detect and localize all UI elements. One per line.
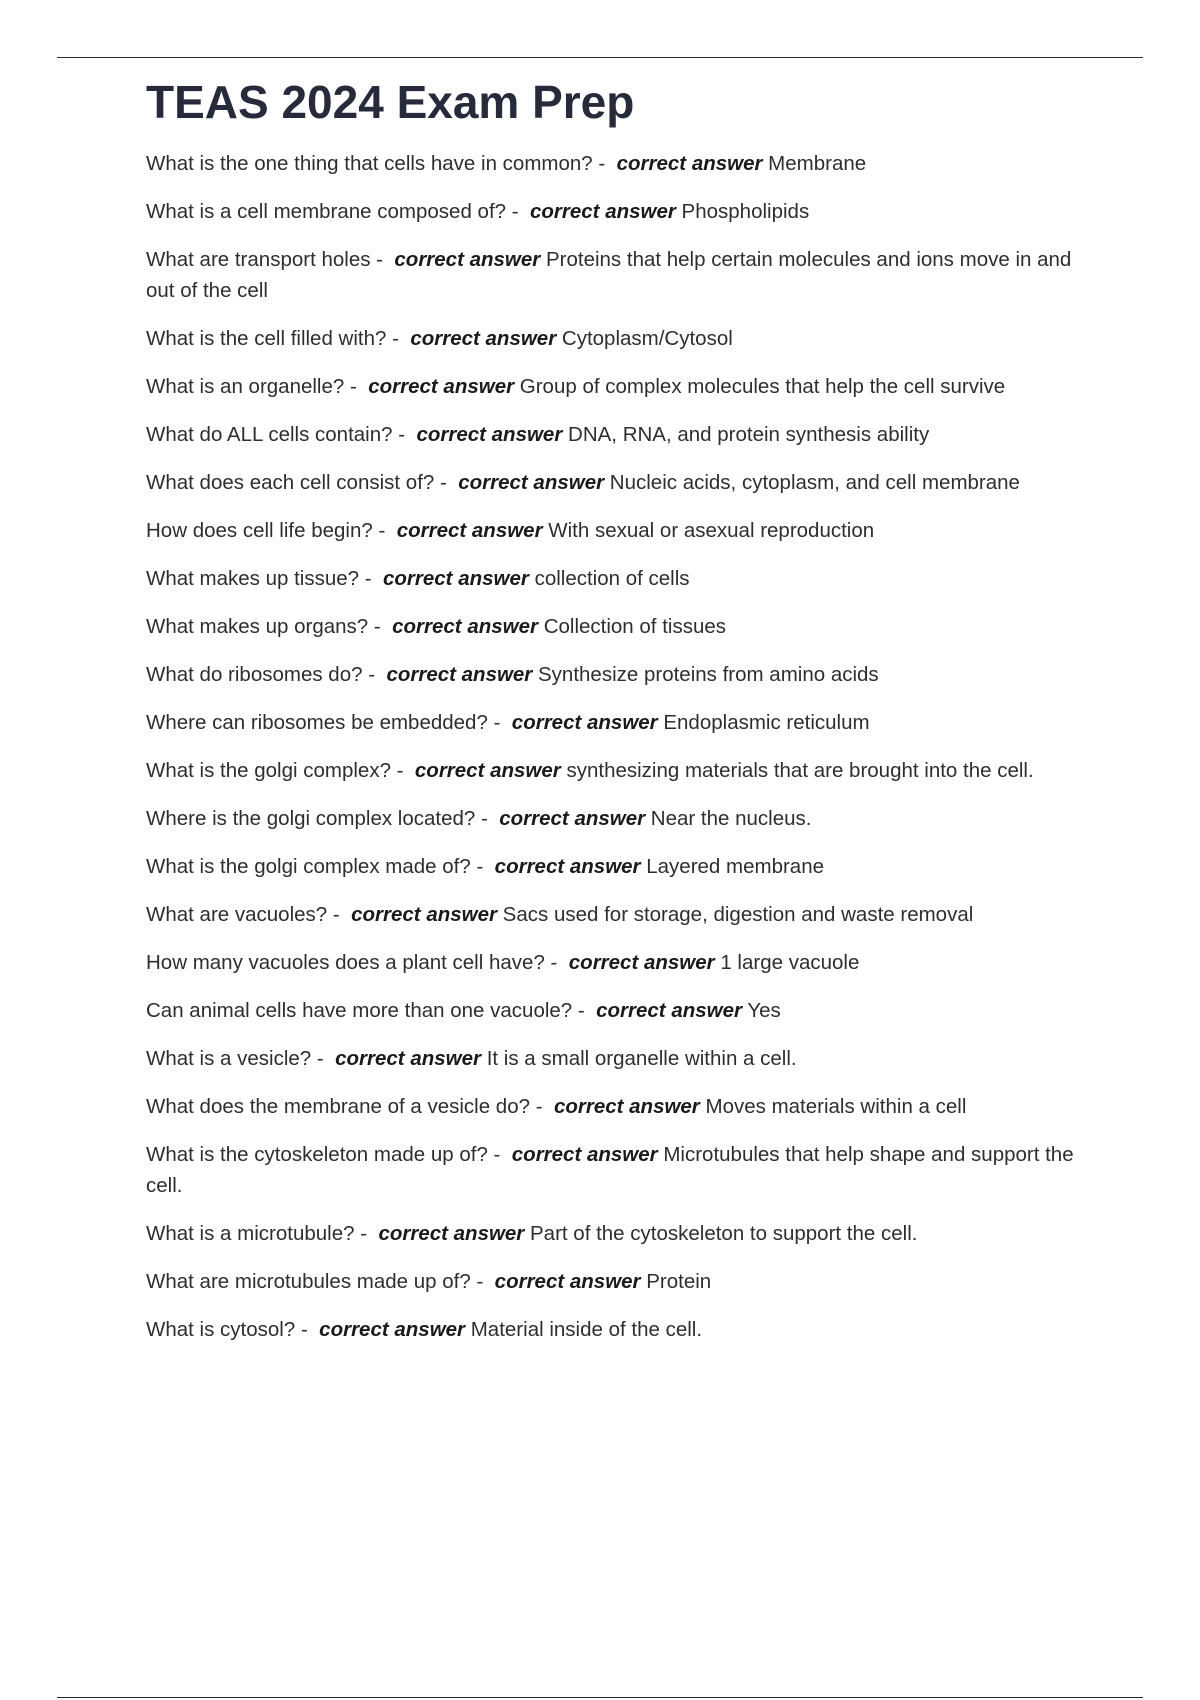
answer-text: Layered membrane [646,855,824,878]
answer-text: Group of complex molecules that help the cell survive [519,375,1006,398]
separator: - [487,1143,507,1166]
answer-label: correct answer [394,248,541,271]
separator: - [370,248,389,271]
answer-label: correct answer [596,999,742,1022]
answer-text: Collection of tissues [543,615,726,638]
answer-label: correct answer [410,327,557,350]
qa-item [146,1266,1076,1297]
page-title: TEAS 2024 Exam Prep [146,76,635,128]
answer-label: correct answer [396,519,543,542]
qa-item [146,563,1076,594]
qa-item [146,323,1076,354]
qa-item [146,611,1076,642]
answer-text: synthesizing materials that are brought into the cell. [566,759,1034,782]
answer-text: It is a small organelle within a cell. [486,1047,797,1070]
answer-text: Cytoplasm/Cytosol [561,327,733,350]
separator: - [359,567,378,590]
question-text: Where can ribosomes be embedded? [146,711,488,734]
answer-label: correct answer [529,200,676,223]
answer-label: correct answer [368,375,515,398]
separator: - [362,663,381,686]
answer-label: correct answer [383,567,529,590]
bottom-rule [57,1697,1143,1698]
question-text: What makes up organs? [146,615,369,638]
answer-text: Membrane [768,152,867,175]
answer-text: 1 large vacuole [720,951,860,974]
answer-text: Endoplasmic reticulum [663,711,870,734]
separator: - [392,423,411,446]
question-text: What is the cytoskeleton made up of? [146,1143,488,1166]
separator: - [368,615,387,638]
question-text: What are vacuoles? [146,903,328,926]
separator: - [530,1095,549,1118]
question-text: What do ribosomes do? [146,663,363,686]
answer-text: Microtubules that help shape and support the cell. [146,1143,1074,1197]
separator: - [470,855,489,878]
answer-text: With sexual or asexual reproduction [548,519,875,542]
qa-item [146,995,1076,1026]
answer-text: Sacs used for storage, digestion and waste removal [502,903,974,926]
qa-item [146,515,1076,546]
answer-label: correct answer [319,1318,466,1341]
separator: - [354,1222,373,1245]
question-text: What is the golgi complex? [146,759,391,782]
separator: - [311,1047,330,1070]
question-text: What does each cell consist of? [146,471,435,494]
answer-label: correct answer [499,807,646,830]
question-text: What is the golgi complex made of? [146,855,471,878]
answer-text: Moves materials within a cell [705,1095,967,1118]
answer-text: Proteins that help certain molecules and ions move in and out of the cell [146,248,1072,302]
top-rule [57,57,1143,58]
answer-label: correct answer [494,1270,641,1293]
qa-item [146,851,1076,882]
question-text: What is a vesicle? [146,1047,312,1070]
separator: - [344,375,363,398]
separator: - [327,903,346,926]
answer-text: collection of cells [534,567,690,590]
separator: - [572,999,591,1022]
answer-label: correct answer [511,711,658,734]
qa-item [146,1091,1076,1122]
qa-item [146,1043,1076,1074]
answer-label: correct answer [378,1222,525,1245]
answer-label: correct answer [351,903,497,926]
answer-label: correct answer [553,1095,700,1118]
question-text: What does the membrane of a vesicle do? [146,1095,531,1118]
qa-item [146,244,1076,306]
separator: - [390,759,410,782]
qa-item [146,196,1076,227]
qa-item [146,467,1076,498]
qa-item [146,1218,1076,1249]
separator: - [386,327,405,350]
qa-item [146,1139,1076,1201]
page-content [146,70,1076,1362]
question-text: What is a microtubule? [146,1222,355,1245]
question-text: What is a cell membrane composed of? [146,200,507,223]
qa-item [146,659,1076,690]
qa-item [146,707,1076,738]
answer-text: DNA, RNA, and protein synthesis ability [568,423,930,446]
question-text: How does cell life begin? [146,519,373,542]
answer-label: correct answer [568,951,715,974]
answer-label: correct answer [511,1143,658,1166]
answer-label: correct answer [386,663,533,686]
qa-item [146,148,1076,179]
question-text: What are transport holes [146,248,371,271]
question-text: What is an organelle? [146,375,345,398]
answer-label: correct answer [414,759,561,782]
qa-list [146,148,1076,1345]
question-text: What is the one thing that cells have in common? [146,152,593,175]
qa-item [146,755,1076,786]
qa-item [146,803,1076,834]
answer-text: Material inside of the cell. [470,1318,703,1341]
separator: - [434,471,453,494]
qa-item [146,419,1076,450]
question-text: What is the cell filled with? [146,327,387,350]
answer-text: Near the nucleus. [650,807,812,830]
separator: - [592,152,611,175]
question-text: What are microtubules made up of? [146,1270,471,1293]
question-text: What makes up tissue? [146,567,360,590]
question-text: Can animal cells have more than one vacuole? [146,999,573,1022]
qa-item [146,899,1076,930]
qa-item [146,1314,1076,1345]
separator: - [470,1270,489,1293]
answer-text: Protein [646,1270,712,1293]
answer-label: correct answer [616,152,763,175]
answer-text: Part of the cytoskeleton to support the cell. [530,1222,918,1245]
question-text: What do ALL cells contain? [146,423,393,446]
answer-label: correct answer [416,423,563,446]
answer-label: correct answer [335,1047,481,1070]
separator: - [372,519,391,542]
separator: - [544,951,564,974]
qa-item [146,947,1076,978]
question-text: Where is the golgi complex located? [146,807,476,830]
question-text: How many vacuoles does a plant cell have? [146,951,545,974]
separator: - [506,200,525,223]
answer-text: Nucleic acids, cytoplasm, and cell membrane [609,471,1020,494]
answer-text: Synthesize proteins from amino acids [538,663,879,686]
answer-text: Phospholipids [681,200,810,223]
qa-item [146,371,1076,402]
question-text: What is cytosol? [146,1318,296,1341]
answer-label: correct answer [494,855,641,878]
answer-text: Yes [747,999,781,1022]
separator: - [487,711,507,734]
answer-label: correct answer [458,471,605,494]
separator: - [475,807,494,830]
answer-label: correct answer [392,615,538,638]
separator: - [295,1318,314,1341]
